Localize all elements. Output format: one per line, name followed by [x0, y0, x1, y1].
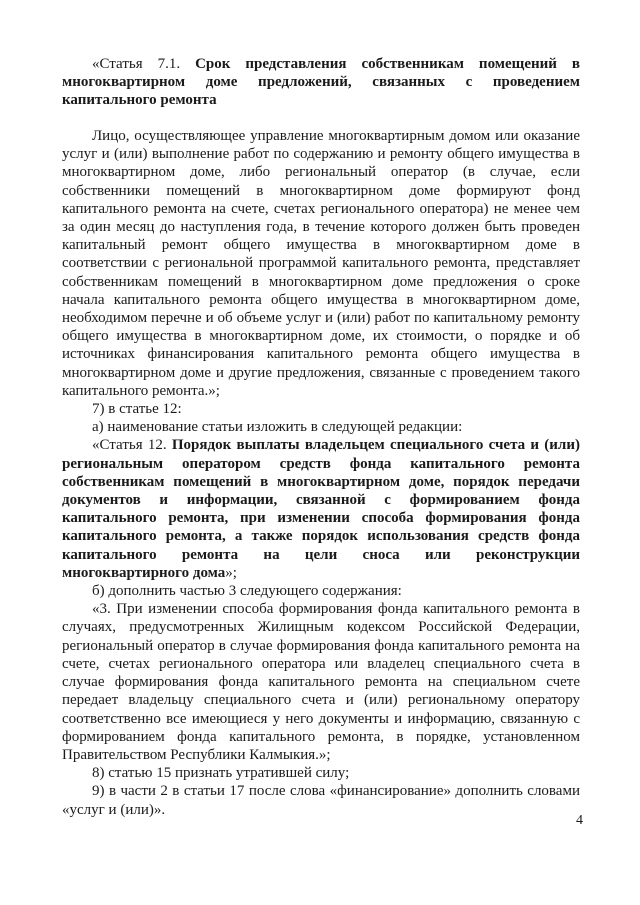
article-12-title: Порядок выплаты владельцем специального счета и (или) региональным оператором средств фонда капитального ремонта собственникам помещений в многоквартирном доме, порядок передачи документов и информации, связанной с формированием фонда капитального ремонта, при изменении способа формирования фонда капитального ремонта, а также порядок использования средств фонда капитального ремонта на цели сноса или реконструкции многоквартирного дома: [62, 437, 580, 581]
page-number: 4: [576, 813, 583, 828]
article-7-1-title: Срок представления собственникам помещений в многоквартирном доме предложений, связанных с проведением капитального ремонта: [62, 56, 580, 109]
article-12-prefix: «Статья 12.: [92, 437, 172, 454]
item-8: 8) статью 15 признать утратившей силу;: [92, 765, 350, 782]
article-7-1-heading-block: [62, 55, 580, 110]
item-9: 9) в части 2 в статьи 17 после слова «финансирование» дополнить словами «услуг и (или)».: [62, 783, 580, 818]
article-12-suffix: »;: [225, 564, 237, 581]
article-12-part-3: «3. При изменении способа формирования фонда капитального ремонта в случаях, предусмотренных Жилищным кодексом Российской Федерации, региональный оператор в случае формирования фонда капитального ремонта на счете, счетах регионального оператора или владелец специального счета в случае формирования фонда капитального ремонта на специальном счете передает владельцу специального счета и (или) региональному оператору соответственно все имеющиеся у него документы и информацию, связанную с формированием фонда капитального ремонта, в порядке, установленном Правительством Республики Калмыкия.»;: [62, 601, 580, 763]
main-body: [62, 127, 580, 819]
item-7-b: б) дополнить частью 3 следующего содержания:: [92, 583, 402, 600]
item-7-a: а) наименование статьи изложить в следующей редакции:: [92, 419, 463, 436]
article-12-heading: [62, 436, 580, 582]
item-7: 7) в статье 12:: [92, 401, 182, 418]
article-7-1-heading: [62, 55, 580, 110]
article-7-1-prefix: «Статья 7.1.: [92, 56, 196, 72]
article-7-1-body: Лицо, осуществляющее управление многоквартирным домом или оказание услуг и (или) выполнение работ по содержанию и ремонту общего имущества в многоквартирном доме, либо региональный оператор (в случае, если собственники помещений в многоквартирном доме формируют фонд капитального ремонта на счете, счетах регионального оператора) не менее чем за один месяц до наступления года, в течение которого должен быть проведен капитальный ремонт общего имущества в многоквартирном доме в соответствии с региональной программой капитального ремонта, представляет собственникам помещений в многоквартирном доме предложения о сроке начала капитального ремонта общего имущества в многоквартирном доме, необходимом перечне и об объеме услуг и (или) работ по капитальному ремонту общего имущества в многоквартирном доме, их стоимости, о порядке и об источниках финансирования капитального ремонта общего имущества в многоквартирном доме и другие предложения, связанные с проведением такого капитального ремонта.»;: [62, 128, 580, 399]
